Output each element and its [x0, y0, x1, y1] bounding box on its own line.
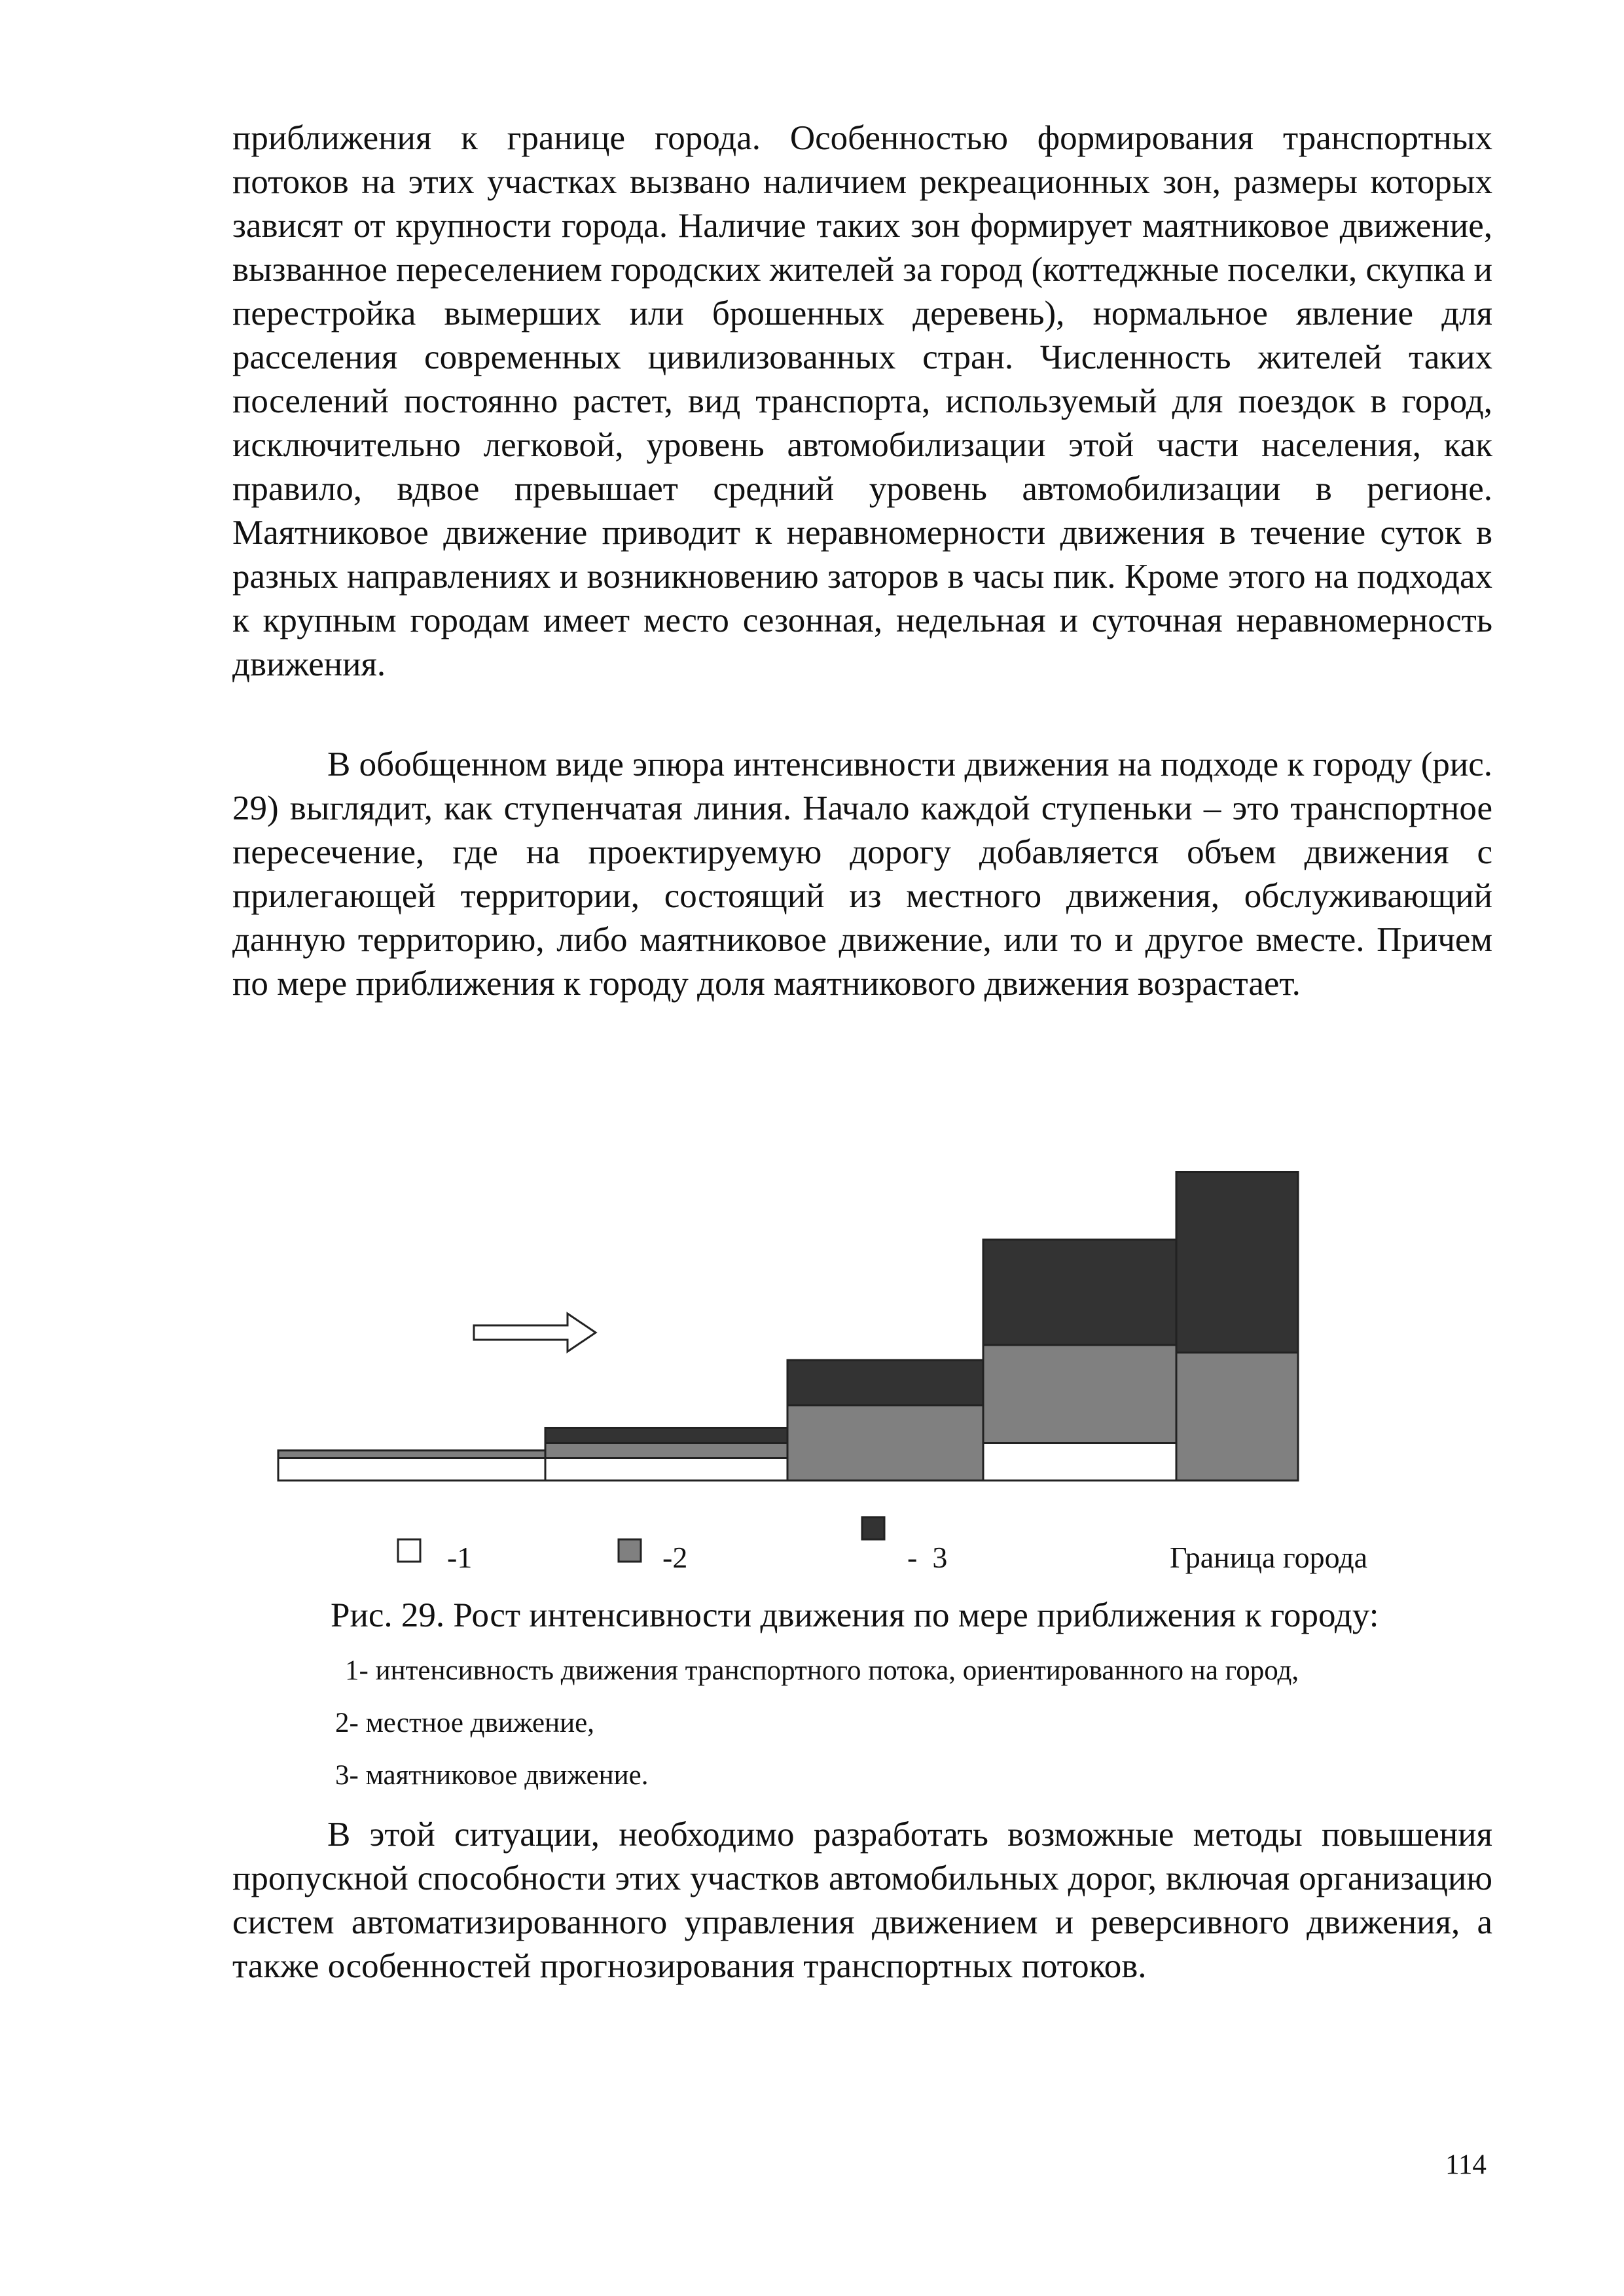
bar-segment-2-series-2: [545, 1443, 787, 1458]
legend-swatch-2: [619, 1539, 641, 1562]
paragraph-2: В обобщенном виде эпюра интенсивности движения на подходе к городу (рис. 29) выглядит, как ступенчатая линия. Начало каждой ступеньки – это транспортное пересечение, где на проектируемую дорогу добавляется объем движения с прилегающей территории, состоящий из местного движения, обслуживающий данную территорию, либо маятниковое движение, или то и другое вместе. Причем по мере приближения к городу доля маятникового движения возрастает.: [232, 745, 1492, 1003]
bar-segment-2-series-1: [545, 1458, 787, 1481]
legend-label-3: - 3: [907, 1541, 948, 1574]
bar-segment-3-series-2: [787, 1405, 983, 1480]
bar-segment-1-series-1: [278, 1458, 545, 1481]
caption-item-2: 2- местное движение,: [335, 1708, 594, 1738]
legend-swatch-1: [398, 1539, 420, 1562]
caption-item-1: 1- интенсивность движения транспортного потока, ориентированного на город,: [345, 1655, 1299, 1686]
bar-segment-3-series-3: [787, 1360, 983, 1405]
bar-segment-4-series-3: [983, 1240, 1176, 1345]
direction-arrow-icon: [474, 1314, 596, 1352]
legend-city-boundary: Граница города: [1170, 1541, 1368, 1574]
chart-bars: [278, 1172, 1298, 1481]
caption-item-3: 3- маятниковое движение.: [335, 1760, 649, 1791]
bar-segment-4-series-2: [983, 1345, 1176, 1443]
bar-segment-2-series-3: [545, 1428, 787, 1443]
bar-segment-1-series-2: [278, 1450, 545, 1458]
paragraph-1: приближения к границе города. Особенностью формирования транспортных потоков на этих участках вызвано наличием рекреационных зон, размеры которых зависят от крупности города. Наличие таких зон формирует маятниковое движение, вызванное переселением городских жителей за город (коттеджные поселки, скупка и перестройка вымерших или брошенных деревень), нормальное явление для расселения современных цивилизованных стран. Численность жителей таких поселений постоянно растет, вид транспорта, используемый для поездок в город, исключительно легковой, уровень автомобилизации этой части населения, как правило, вдвое превышает средний уровень автомобилизации в регионе. Маятниковое движение приводит к неравномерности движения в течение суток в разных направлениях и возникновению заторов в часы пик. Кроме этого на подходах к крупным городам имеет место сезонная, недельная и суточная неравномерность движения.: [232, 119, 1492, 683]
bar-segment-4-series-1: [983, 1443, 1176, 1481]
legend-label-1: -1: [447, 1541, 473, 1574]
page-number: 114: [1445, 2149, 1487, 2180]
legend-label-2: -2: [662, 1541, 688, 1574]
paragraph-3: В этой ситуации, необходимо разработать возможные методы повышения пропускной способности этих участков автомобильных дорог, включая организацию систем автоматизированного управления движением и реверсивного движения, а также особенностей прогнозирования транспортных потоков.: [232, 1816, 1492, 1985]
bar-segment-5-series-3: [1176, 1172, 1298, 1353]
figure-caption: Рис. 29. Рост интенсивности движения по мере приближения к городу:: [331, 1596, 1379, 1634]
bar-segment-5-series-2: [1176, 1353, 1298, 1481]
legend-swatch-3: [862, 1517, 884, 1539]
